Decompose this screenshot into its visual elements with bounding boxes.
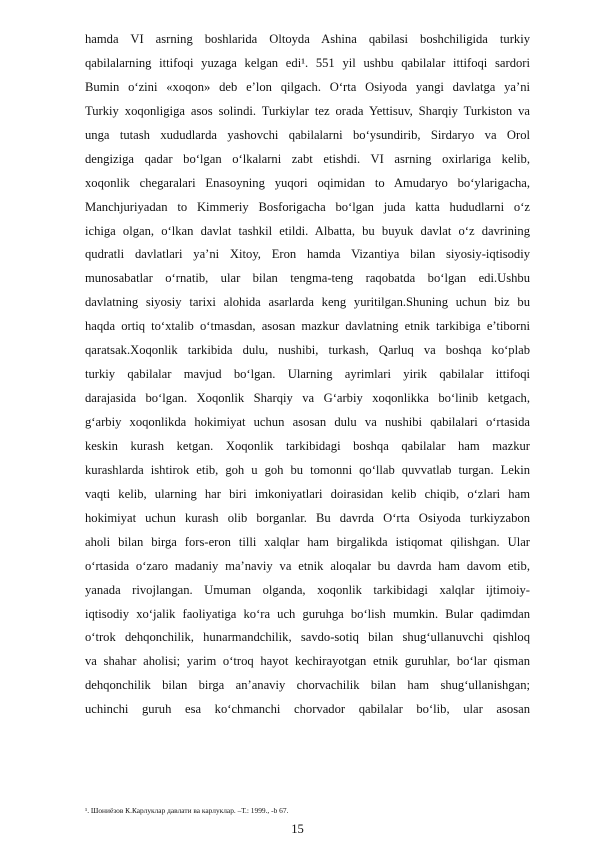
text-line: iqtisodiy xo‘jalik faoliyatiga ko‘ra uch guruhga bo‘lish mumkin. Bular qadimdan	[85, 606, 530, 621]
text-line: hamda VI asrning boshlarida Oltoyda Ashina qabilasi boshchiligida turkiy	[85, 32, 530, 46]
text-line: turkiy qabilalar mavjud bo‘lgan. Ularning ayrimlari yirik qabilalar ittifoqi	[85, 367, 530, 382]
text-line: o‘trok dehqonchilik, hunarmandchilik, savdo-sotiq bilan shug‘ullanuvchi qishloq	[85, 630, 530, 645]
text-line: qaratsak.Xoqonlik tarkibida dulu, nushibi, turkash, Qarluq va boshqa ko‘plab	[85, 343, 530, 358]
text-line: uchinchi guruh esa ko‘chmanchi chorvador qabilalar bo‘lib, ular asosan	[85, 702, 530, 717]
text-line: haqda ortiq to‘xtalib o‘tmasdan, asosan mazkur davlatning etnik tarkibiga e’tiborni	[85, 319, 530, 334]
text-line: unga tutash xududlarda yashovchi qabilalarni bo‘ysundirib, Sirdaryo va Orol	[85, 127, 530, 142]
footnote: ¹. Шониёзов К.Карлуклар давлати ва карлуклар. –Т.: 1999., -b 67.	[85, 806, 289, 815]
text-line: g‘arbiy xoqonlikda hokimiyat uchun asosan dulu va nushibi qabilalari o‘rtasida	[85, 415, 530, 429]
text-line: vaqti kelib, ularning har biri imkoniyatlari doirasidan kelib chiqib, o‘zlari ham	[85, 486, 530, 501]
text-line: Turkiy xoqonligiga asos solindi. Turkiylar tez orada Yettisuv, Sharqiy Turkiston va	[85, 103, 530, 118]
text-line: hokimiyat uchun kurash olib borganlar. Bu davrda O‘rta Osiyoda turkiyzabon	[85, 510, 530, 525]
text-line: qudratli davlatlari ya’ni Xitoy, Eron hamda Vizantiya bilan siyosiy-iqtisodiy	[85, 247, 530, 262]
text-line: qabilalarning ittifoqi yuzaga kelgan edi¹. 551 yil ushbu qabilalar ittifoqi sardori	[85, 55, 530, 70]
text-line: davlatning siyosiy tarixi alohida asarlarda keng yuritilgan.Shuning uchun biz bu	[85, 295, 530, 310]
text-line: kurashlarda ishtirok etib, goh u goh bu tomonni qo‘llab quvvatlab turgan. Lekin	[85, 462, 530, 477]
text-line: Bumin o‘zini «xoqon» deb e’lon qilgach. O‘rta Osiyoda yangi davlatga ya’ni	[85, 79, 530, 94]
body-text	[85, 28, 530, 722]
text-line: darajasida bo‘lgan. Xoqonlik Sharqiy va G‘arbiy xoqonlikka bo‘linib ketgach,	[85, 391, 530, 406]
text-line: Manchjuriyadan to Kimmeriy Bosforigacha bo‘lgan juda katta hududlarni o‘z	[85, 199, 530, 214]
text-line: munosabatlar o‘rnatib, ular bilan tengma-teng raqobatda bo‘lgan edi.Ushbu	[85, 271, 530, 286]
text-line: dehqonchilik bilan birga an’anaviy chorvachilik bilan ham shug‘ullanishgan;	[85, 678, 530, 693]
text-line: dengiziga qadar bo‘lgan o‘lkalarni zabt etishdi. VI asrning oxirlariga kelib,	[85, 151, 530, 166]
page-number: 15	[291, 822, 304, 836]
text-line: xoqonlik chegaralari Enasoyning yuqori oqimidan to Amudaryo bo‘ylarigacha,	[85, 175, 530, 190]
text-line: yanada rivojlangan. Umuman olganda, xoqonlik tarkibidagi xalqlar ijtimoiy-	[85, 582, 530, 597]
text-line: ichiga olgan, o‘lkan davlat tashkil etildi. Albatta, bu buyuk davlat o‘z davrining	[85, 223, 530, 238]
text-line: aholi bilan birga fors-eron tilli xalqlar ham birgalikda istiqomat qilishgan. Ular	[85, 534, 530, 549]
text-line: keskin kurash ketgan. Xoqonlik tarkibidagi boshqa qabilalar ham mazkur	[85, 438, 530, 453]
text-line: o‘rtasida o‘zaro madaniy ma’naviy va etnik aloqalar bu davrda ham davom etib,	[85, 558, 530, 573]
text-line: va shahar aholisi; yarim o‘troq hayot kechirayotgan etnik guruhlar, bo‘lar qisman	[85, 654, 530, 669]
